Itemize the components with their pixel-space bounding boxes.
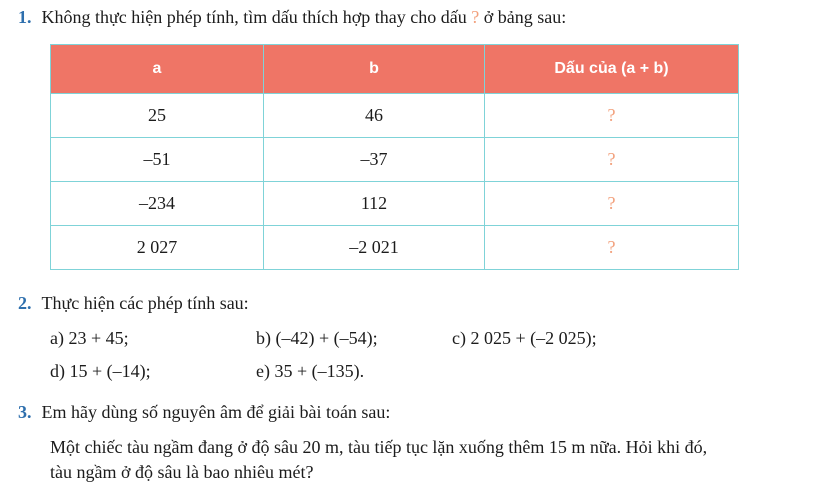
cell-sign: ? bbox=[485, 138, 739, 182]
exercise-d: d) 15 + (–14); bbox=[50, 361, 151, 381]
exercise-b: b) (–42) + (–54); bbox=[256, 328, 378, 348]
question-1-number: 1. bbox=[18, 7, 32, 27]
exercise-e: e) 35 + (–135). bbox=[256, 361, 365, 381]
exercise-c: c) 2 025 + (–2 025); bbox=[452, 328, 597, 348]
table-header-row bbox=[51, 45, 739, 94]
cell-b: 46 bbox=[264, 94, 485, 138]
problem-line-1: Một chiếc tàu ngầm đang ở độ sâu 20 m, tàu tiếp tục lặn xuống thêm 15 m nữa. Hỏi khi đó, bbox=[50, 437, 708, 457]
cell-a: 25 bbox=[51, 94, 264, 138]
cell-a: –234 bbox=[51, 182, 264, 226]
table-row bbox=[51, 226, 739, 270]
cell-b: –37 bbox=[264, 138, 485, 182]
cell-sign: ? bbox=[485, 226, 739, 270]
question-1-text: Không thực hiện phép tính, tìm dấu thích hợp thay cho dấu bbox=[41, 7, 467, 27]
question-2 bbox=[18, 292, 249, 314]
table-row bbox=[51, 138, 739, 182]
header-a: a bbox=[51, 45, 264, 94]
question-3-text: Em hãy dùng số nguyên âm để giải bài toán sau: bbox=[41, 402, 391, 422]
cell-a: –51 bbox=[51, 138, 264, 182]
cell-sign: ? bbox=[485, 94, 739, 138]
question-1-text-end: ở bảng sau: bbox=[483, 7, 567, 27]
question-mark-icon: ? bbox=[471, 7, 480, 27]
question-3-number: 3. bbox=[18, 402, 32, 422]
question-3 bbox=[18, 401, 390, 423]
header-sign: Dấu của (a + b) bbox=[485, 45, 739, 94]
question-2-number: 2. bbox=[18, 293, 32, 313]
cell-b: 112 bbox=[264, 182, 485, 226]
question-1 bbox=[18, 6, 566, 28]
sign-table bbox=[50, 44, 739, 270]
question-2-text: Thực hiện các phép tính sau: bbox=[41, 293, 249, 313]
table-row bbox=[51, 94, 739, 138]
header-b: b bbox=[264, 45, 485, 94]
cell-b: –2 021 bbox=[264, 226, 485, 270]
table-row bbox=[51, 182, 739, 226]
exercise-a: a) 23 + 45; bbox=[50, 328, 129, 348]
cell-a: 2 027 bbox=[51, 226, 264, 270]
problem-line-2: tàu ngầm ở độ sâu là bao nhiêu mét? bbox=[50, 462, 314, 482]
cell-sign: ? bbox=[485, 182, 739, 226]
